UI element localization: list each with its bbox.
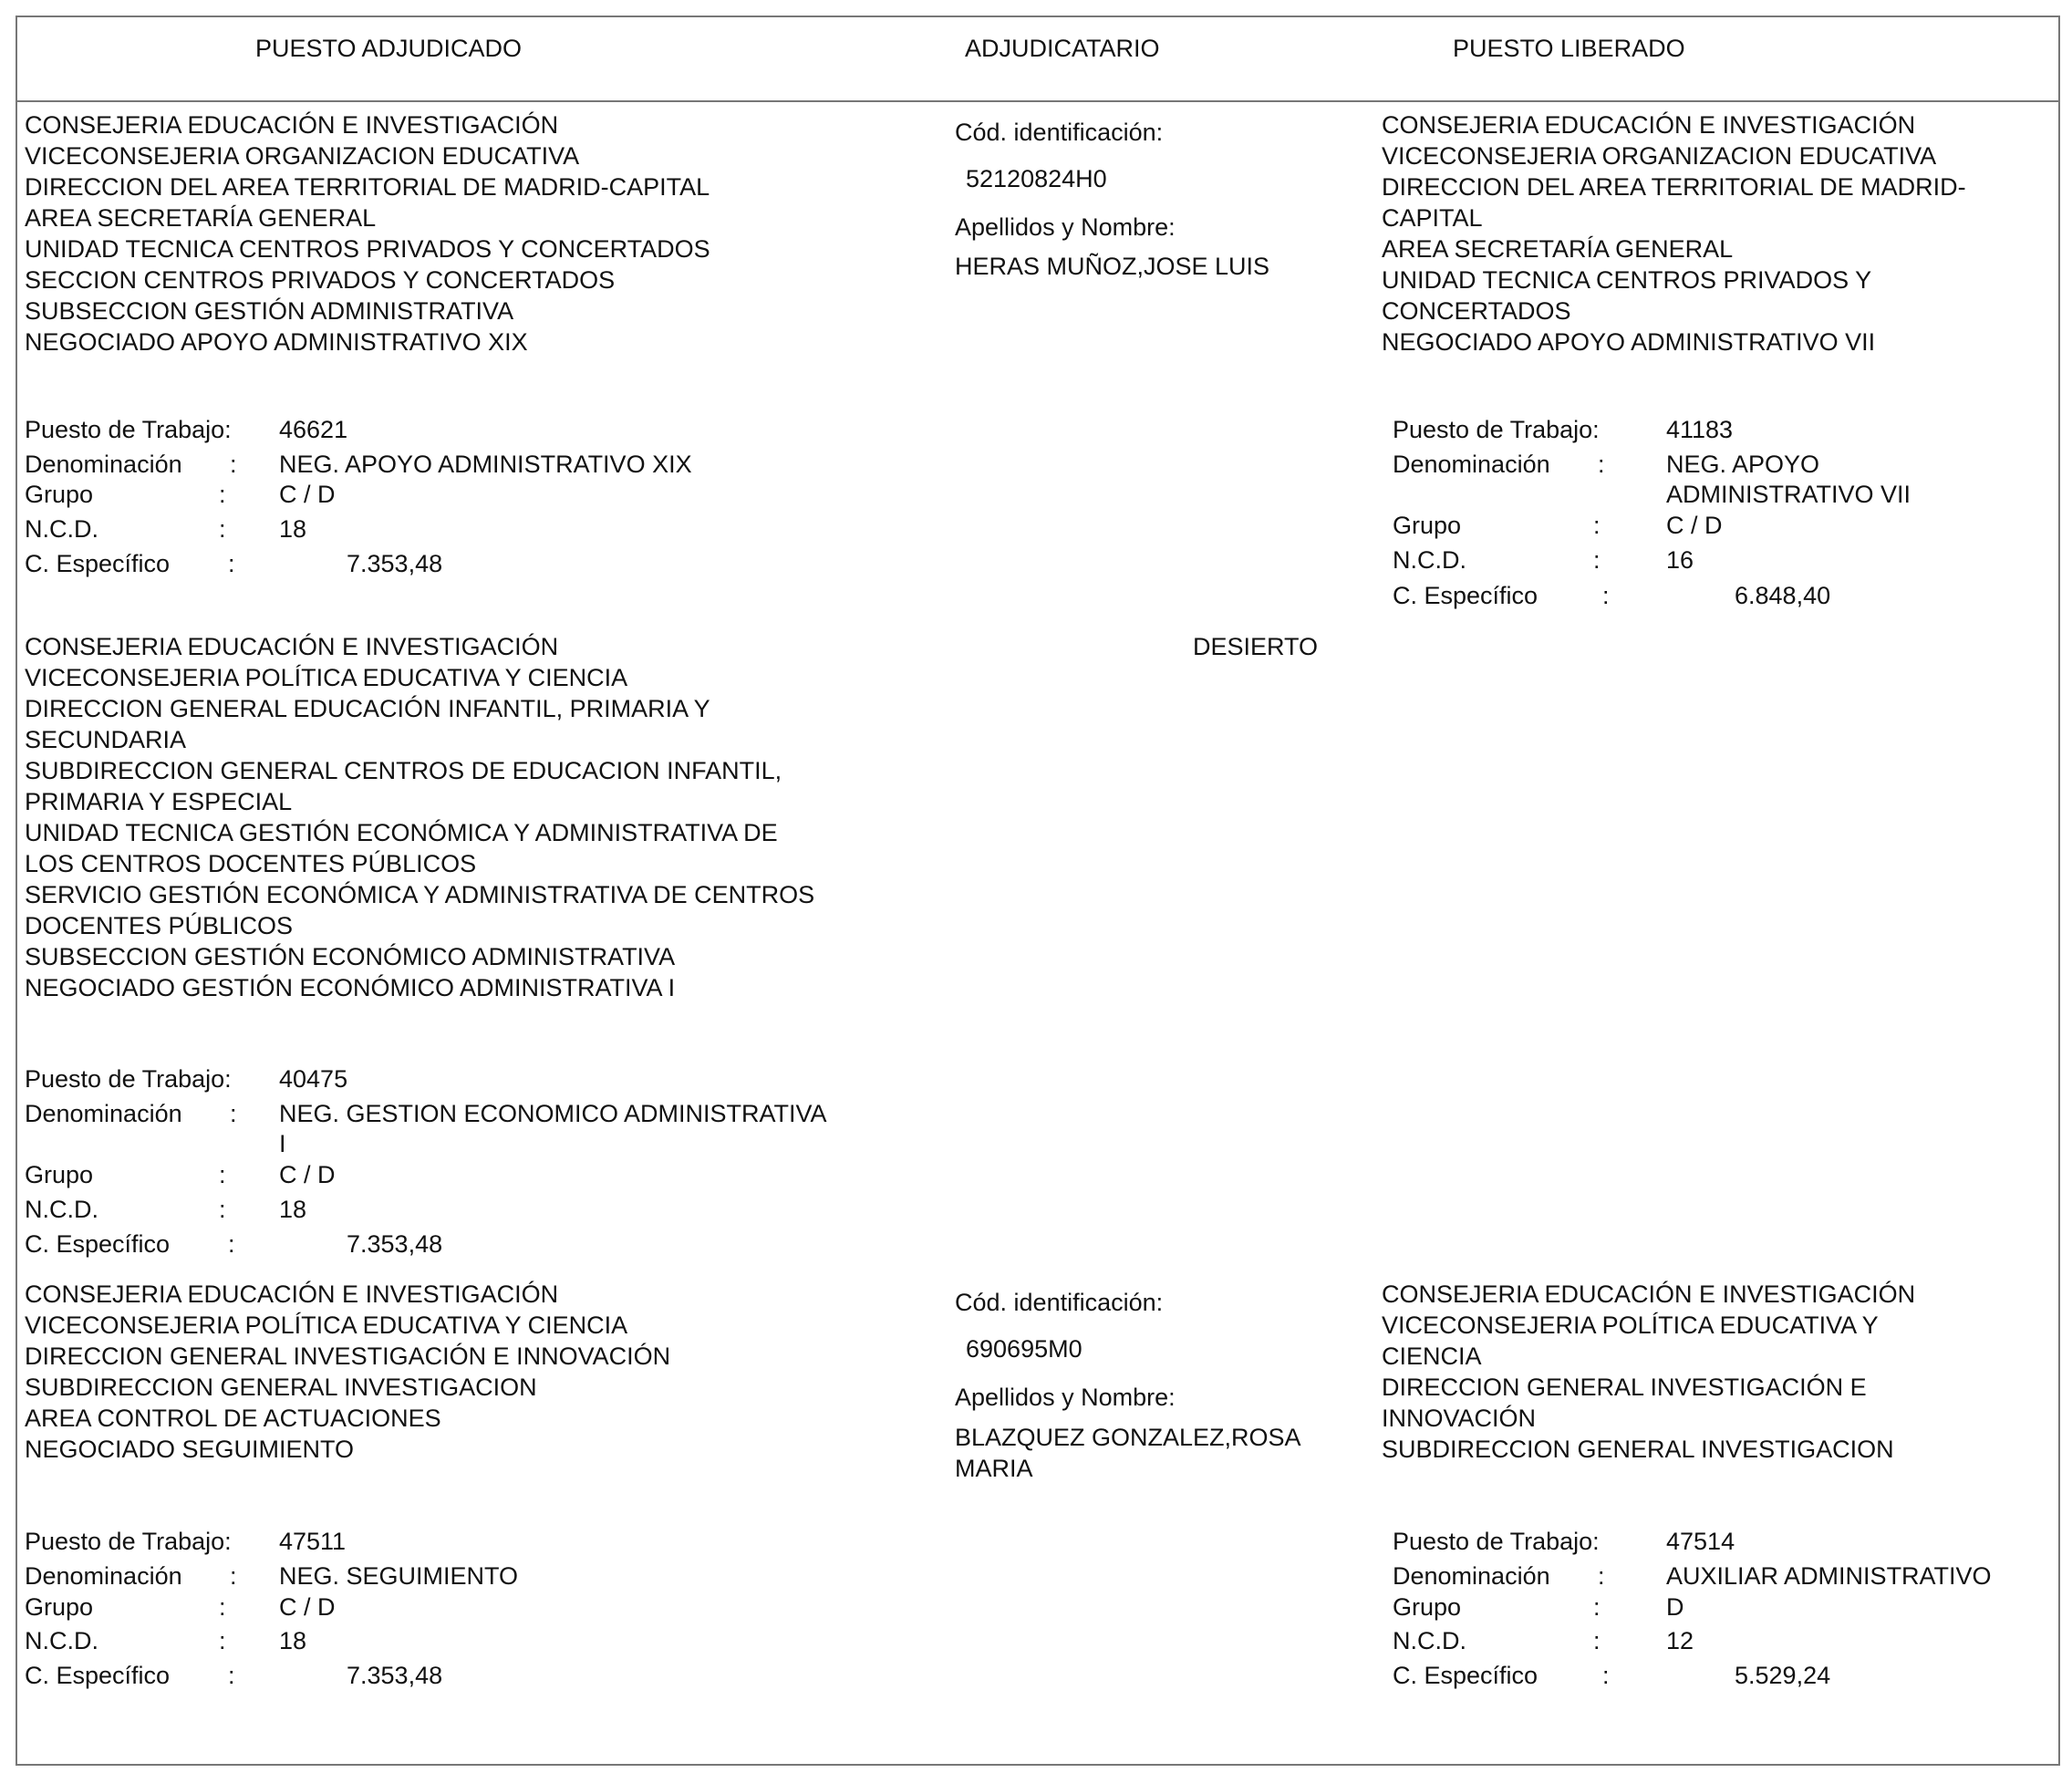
org-line: CONSEJERIA EDUCACIÓN E INVESTIGACIÓN [25,633,559,660]
ncd-value: 16 [1666,546,1694,574]
ncd-label: N.C.D. [25,1627,98,1654]
org-line: NEGOCIADO APOYO ADMINISTRATIVO VII [1382,328,1876,356]
apellidos-nombre-label: Apellidos y Nombre: [955,1384,1176,1411]
colon: : [1593,512,1601,539]
denominacion-value-line-1: NEG. APOYO [1666,451,1820,478]
org-line: AREA SECRETARÍA GENERAL [1382,235,1734,263]
org-line: VICECONSEJERIA POLÍTICA EDUCATIVA Y CIENCIA [25,1312,628,1339]
colon: : [230,451,237,478]
colon: : [228,1662,235,1689]
denominacion-value-line-1: NEG. GESTION ECONOMICO ADMINISTRATIVA [279,1100,827,1127]
org-line: DIRECCION GENERAL INVESTIGACIÓN E [1382,1374,1867,1401]
colon: : [219,1161,226,1188]
adjudicatario-name: HERAS MUÑOZ,JOSE LUIS [955,253,1270,280]
denominacion-label: Denominación [1393,451,1550,478]
denominacion-label: Denominación [25,451,182,478]
entry-2-adjudicado-org [25,631,814,1003]
denominacion-value-line-2: I [279,1130,286,1157]
colon: : [219,1593,226,1621]
ncd-label: N.C.D. [25,515,98,543]
desierto-status: DESIERTO [1193,633,1319,660]
grupo-value: C / D [279,1161,336,1188]
colon: : [1602,1662,1610,1689]
colon: : [219,1196,226,1223]
ncd-label: N.C.D. [25,1196,98,1223]
org-line: INNOVACIÓN [1382,1405,1537,1432]
c-especifico-label: C. Específico [25,1662,171,1689]
org-line: CONSEJERIA EDUCACIÓN E INVESTIGACIÓN [1382,111,1916,139]
grupo-label: Grupo [25,1161,94,1188]
org-line: LOS CENTROS DOCENTES PÚBLICOS [25,850,477,877]
colon: : [1593,546,1601,574]
c-especifico-value: 6.848,40 [1735,582,1831,609]
name-line: BLAZQUEZ GONZALEZ,ROSA [955,1424,1301,1451]
grupo-value: D [1666,1593,1684,1621]
c-especifico-value: 5.529,24 [1735,1662,1831,1689]
org-line: SUBSECCION GESTIÓN ECONÓMICO ADMINISTRATIVA [25,943,676,970]
grupo-value: C / D [1666,512,1723,539]
org-line: VICECONSEJERIA POLÍTICA EDUCATIVA Y [1382,1312,1879,1339]
apellidos-nombre-label: Apellidos y Nombre: [955,213,1176,241]
puesto-trabajo-value: 47511 [279,1528,347,1555]
org-line: DIRECCION GENERAL INVESTIGACIÓN E INNOVACIÓN [25,1343,671,1370]
entry-1-liberado-org [1382,109,1966,358]
org-line: CONSEJERIA EDUCACIÓN E INVESTIGACIÓN [25,1280,559,1308]
puesto-trabajo-label: Puesto de Trabajo: [25,1528,232,1555]
org-line: SERVICIO GESTIÓN ECONÓMICA Y ADMINISTRATIVA DE CENTROS [25,881,815,908]
org-line: VICECONSEJERIA ORGANIZACION EDUCATIVA [1382,142,1937,170]
org-line: NEGOCIADO APOYO ADMINISTRATIVO XIX [25,328,528,356]
puesto-trabajo-value: 47514 [1666,1528,1735,1555]
org-line: CONCERTADOS [1382,297,1571,325]
colon: : [219,481,226,508]
puesto-trabajo-label: Puesto de Trabajo: [25,416,232,443]
puesto-trabajo-value: 40475 [279,1065,348,1093]
colon: : [1593,1593,1601,1621]
cod-identificacion-label: Cód. identificación: [955,119,1164,146]
grupo-label: Grupo [1393,512,1462,539]
header-adjudicatario: ADJUDICATARIO [965,35,1160,62]
colon: : [1598,451,1605,478]
puesto-trabajo-label: Puesto de Trabajo: [1393,416,1600,443]
cod-identificacion-value: 52120824H0 [966,165,1107,192]
colon: : [1598,1562,1605,1590]
puesto-trabajo-label: Puesto de Trabajo: [1393,1528,1600,1555]
c-especifico-value: 7.353,48 [347,1230,443,1258]
org-line: CONSEJERIA EDUCACIÓN E INVESTIGACIÓN [1382,1280,1916,1308]
org-line: UNIDAD TECNICA CENTROS PRIVADOS Y [1382,266,1872,294]
name-line: MARIA [955,1455,1033,1482]
grupo-label: Grupo [25,1593,94,1621]
grupo-label: Grupo [1393,1593,1462,1621]
org-line: VICECONSEJERIA POLÍTICA EDUCATIVA Y CIENCIA [25,664,628,691]
org-line: SUBDIRECCION GENERAL CENTROS DE EDUCACION INFANTIL, [25,757,782,784]
org-line: CAPITAL [1382,204,1483,232]
adjudicatario-name [955,1422,1301,1484]
colon: : [230,1100,237,1127]
colon: : [219,515,226,543]
org-line: DOCENTES PÚBLICOS [25,912,294,939]
c-especifico-label: C. Específico [25,1230,171,1258]
c-especifico-label: C. Específico [1393,582,1538,609]
colon: : [1593,1627,1601,1654]
denominacion-value: NEG. SEGUIMIENTO [279,1562,519,1590]
denominacion-value: NEG. APOYO ADMINISTRATIVO XIX [279,451,692,478]
org-line: AREA SECRETARÍA GENERAL [25,204,377,232]
puesto-trabajo-value: 41183 [1666,416,1734,443]
org-line: UNIDAD TECNICA GESTIÓN ECONÓMICA Y ADMINISTRATIVA DE [25,819,778,846]
header-puesto-liberado: PUESTO LIBERADO [1453,35,1685,62]
entry-3-adjudicado-org [25,1279,670,1465]
colon: : [1602,582,1610,609]
grupo-value: C / D [279,1593,336,1621]
org-line: DIRECCION DEL AREA TERRITORIAL DE MADRID- [1382,173,1966,201]
puesto-trabajo-value: 46621 [279,416,348,443]
denominacion-label: Denominación [1393,1562,1550,1590]
org-line: AREA CONTROL DE ACTUACIONES [25,1405,441,1432]
denominacion-value-line-2: ADMINISTRATIVO VII [1666,481,1911,508]
ncd-value: 12 [1666,1627,1694,1654]
c-especifico-label: C. Específico [1393,1662,1538,1689]
header-divider [16,100,2060,102]
ncd-value: 18 [279,515,307,543]
cod-identificacion-label: Cód. identificación: [955,1289,1164,1316]
ncd-value: 18 [279,1627,307,1654]
org-line: NEGOCIADO SEGUIMIENTO [25,1436,355,1463]
cod-identificacion-value: 690695M0 [966,1335,1083,1363]
org-line: SUBDIRECCION GENERAL INVESTIGACION [25,1374,537,1401]
ncd-value: 18 [279,1196,307,1223]
org-line: NEGOCIADO GESTIÓN ECONÓMICO ADMINISTRATIVA I [25,974,676,1001]
grupo-value: C / D [279,481,336,508]
c-especifico-value: 7.353,48 [347,550,443,577]
entry-3-liberado-org [1382,1279,1915,1465]
colon: : [230,1562,237,1590]
org-line: CIENCIA [1382,1343,1482,1370]
colon: : [228,1230,235,1258]
entry-1-adjudicado-org [25,109,710,358]
denominacion-value: AUXILIAR ADMINISTRATIVO [1666,1562,1992,1590]
org-line: SUBDIRECCION GENERAL INVESTIGACION [1382,1436,1894,1463]
org-line: SUBSECCION GESTIÓN ADMINISTRATIVA [25,297,514,325]
org-line: CONSEJERIA EDUCACIÓN E INVESTIGACIÓN [25,111,559,139]
org-line: DIRECCION GENERAL EDUCACIÓN INFANTIL, PRIMARIA Y [25,695,710,722]
org-line: SECUNDARIA [25,726,187,753]
denominacion-label: Denominación [25,1100,182,1127]
puesto-trabajo-label: Puesto de Trabajo: [25,1065,232,1093]
org-line: DIRECCION DEL AREA TERRITORIAL DE MADRID-CAPITAL [25,173,710,201]
colon: : [228,550,235,577]
c-especifico-label: C. Específico [25,550,171,577]
ncd-label: N.C.D. [1393,1627,1466,1654]
org-line: VICECONSEJERIA ORGANIZACION EDUCATIVA [25,142,580,170]
header-puesto-adjudicado: PUESTO ADJUDICADO [255,35,523,62]
c-especifico-value: 7.353,48 [347,1662,443,1689]
org-line: PRIMARIA Y ESPECIAL [25,788,293,815]
denominacion-label: Denominación [25,1562,182,1590]
colon: : [219,1627,226,1654]
org-line: SECCION CENTROS PRIVADOS Y CONCERTADOS [25,266,616,294]
org-line: UNIDAD TECNICA CENTROS PRIVADOS Y CONCERTADOS [25,235,710,263]
grupo-label: Grupo [25,481,94,508]
ncd-label: N.C.D. [1393,546,1466,574]
